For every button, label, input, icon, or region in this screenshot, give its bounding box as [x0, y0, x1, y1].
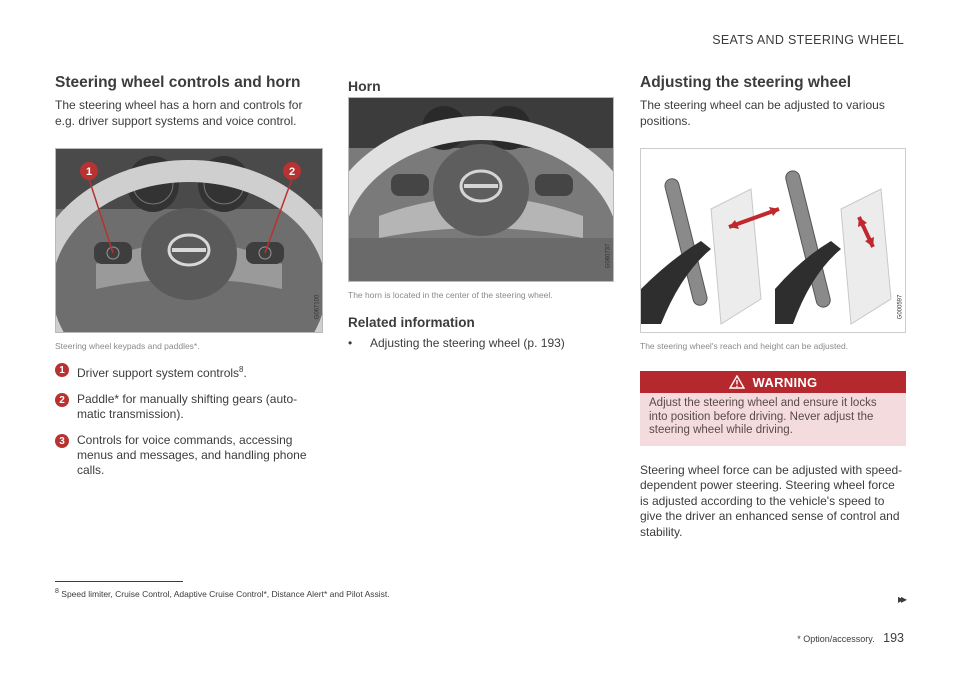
warning-header [640, 371, 906, 393]
intro-text: The steering wheel can be adjusted to various positions. [640, 98, 885, 128]
related-list-item [348, 336, 614, 350]
number-badge: 3 [55, 434, 69, 448]
numbered-list [55, 362, 323, 478]
column-steering-controls [55, 74, 323, 478]
adjustment-illustration [641, 149, 905, 332]
page-number: 193 [883, 631, 904, 645]
horn-illustration [349, 98, 613, 281]
callout-2: 2 [288, 166, 296, 178]
option-note: * Option/accessory. [797, 634, 875, 644]
steering-keypads-figure [55, 148, 323, 333]
column-adjusting [640, 74, 906, 540]
related-link[interactable]: Adjusting the steering wheel (p. 193) [370, 336, 565, 350]
figure-caption: The steering wheel's reach and height can be adjusted. [640, 341, 849, 351]
body-text: Steering wheel force can be adjusted with speed-dependent power steering. Steering wheel force is adjusted according to the vehicle's speed to give the driver an enhanced sense of control and stability. [640, 462, 903, 539]
figure-caption: Steering wheel keypads and paddles*. [55, 341, 200, 351]
section-heading: Horn [348, 78, 381, 94]
list-item [55, 392, 323, 422]
adjustment-figure [640, 148, 906, 333]
list-item-text: Paddle* for manually shifting gears (auto-matic transmission). [77, 392, 298, 421]
steering-wheel-illustration [56, 149, 322, 332]
footnote-divider [55, 581, 183, 582]
column-horn [348, 78, 614, 350]
intro-text: The steering wheel has a horn and controls for e.g. driver support systems and voice control. [55, 98, 303, 128]
footnote-ref: 8 [239, 365, 244, 374]
list-item: 1 Driver support system controls$^8$. [55, 362, 323, 381]
section-heading: Adjusting the steering wheel [640, 74, 851, 91]
page-footer [797, 631, 904, 645]
figure-code: G067100 [314, 294, 321, 320]
warning-triangle-icon [729, 375, 745, 389]
number-badge: 2 [55, 393, 69, 407]
horn-figure [348, 97, 614, 282]
footnote [55, 588, 390, 599]
bullet: • [348, 336, 353, 350]
related-heading: Related information [348, 315, 475, 330]
callout-1: 1 [85, 166, 93, 178]
list-item-text: Driver support system controls [77, 366, 240, 380]
footnote-mark: 8 [55, 588, 59, 595]
number-badge: 1 [55, 363, 69, 377]
figure-caption: The horn is located in the center of the steering wheel. [348, 290, 553, 300]
figure-code: G080737 [605, 243, 612, 269]
page-header: SEATS AND STEERING WHEEL [712, 33, 904, 47]
section-heading: Steering wheel controls and horn [55, 74, 301, 91]
list-item-text: Controls for voice commands, accessing menus and messages, and handling phone calls. [77, 433, 307, 477]
footnote-text: Speed limiter, Cruise Control, Adaptive Cruise Control*, Distance Alert* and Pilot Assist. [61, 588, 390, 599]
list-item [55, 433, 323, 478]
warning-box [640, 371, 906, 446]
warning-title: WARNING [752, 374, 818, 390]
next-page-arrows-icon[interactable]: ▸▸ [897, 592, 904, 606]
warning-text: Adjust the steering wheel and ensure it locks into position before driving. Never adjust the steering wheel while driving. [640, 393, 906, 446]
figure-code: G000597 [897, 294, 904, 320]
